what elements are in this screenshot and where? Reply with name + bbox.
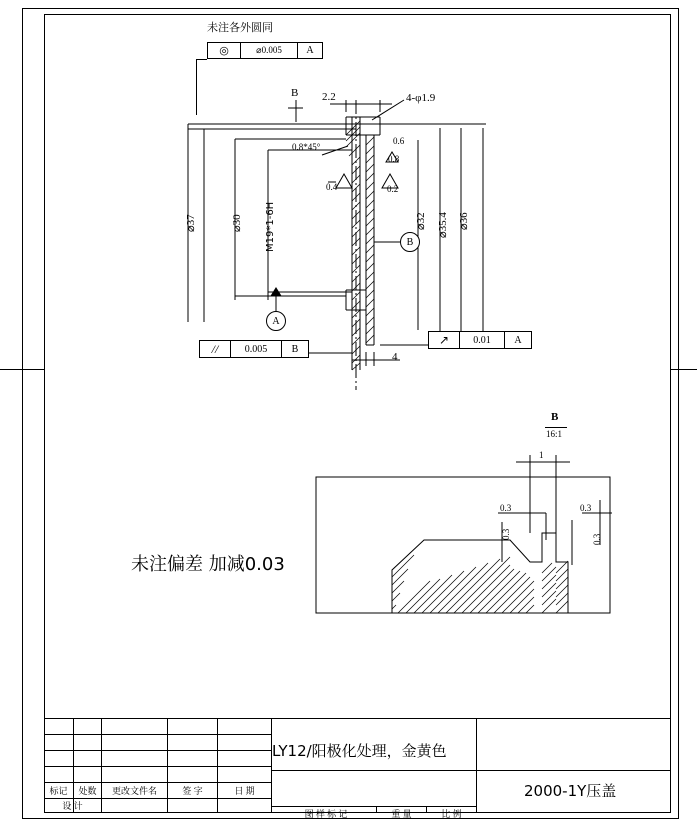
titleblock-row2 [44, 750, 271, 751]
ra-0-8: 0.8 [388, 154, 400, 164]
general-tolerance-note: 未注偏差 加减0.03 [131, 554, 285, 575]
thread-note: M19*1-6H [265, 201, 276, 252]
detail-dim-0-3-a: 0.3 [500, 503, 512, 513]
titleblock-label-gengai: 更改文件名 [111, 785, 157, 796]
chamfer-note: 0.8*45° [292, 142, 321, 152]
titleblock-row1 [44, 734, 271, 735]
titleblock-label-riqi: 日 期 [234, 785, 255, 796]
balloon-B-right: B [400, 232, 420, 252]
section-label-top-B: B [291, 87, 299, 99]
titleblock-label-qianzi: 签 字 [182, 785, 203, 796]
titleblock-material-underline [271, 770, 476, 771]
titleblock-part-name: 2000-1Y压盖 [524, 782, 617, 800]
titleblock-label-biaoji: 标记 [49, 785, 68, 796]
fcf-symbol-runout: ↗ [429, 332, 460, 348]
detail-dim-0-3-b: 0.3 [580, 503, 592, 513]
titleblock-label-chushu: 处数 [78, 785, 97, 796]
dim-d32: ⌀32 [415, 212, 427, 230]
detail-view-label: B [551, 411, 559, 423]
datum-A-balloon: A [266, 311, 286, 331]
dim-d30: ⌀30 [231, 214, 243, 232]
titleblock-row3 [44, 766, 271, 767]
titleblock-right-divider [476, 770, 671, 771]
titleblock-label-sheji: 设 计 [62, 800, 83, 811]
titleblock-label-bili: 比 例 [441, 808, 462, 819]
fcf-parallel-tolerance: 0.005 [231, 341, 282, 357]
titleblock-label-zhongliang: 重 量 [391, 808, 412, 819]
detail-dim-0-3-d: 0.3 [592, 533, 602, 545]
titleblock-top-border [44, 718, 671, 719]
top-general-note: 未注各外圆同 [207, 21, 273, 34]
holes-note: 4-φ1.9 [406, 92, 436, 104]
ra-0-6: 0.6 [393, 136, 405, 146]
ra-0-2: 0.2 [387, 184, 399, 194]
fcf-datum-A: A [306, 45, 314, 56]
titleblock-col5 [271, 718, 272, 812]
fcf-runout-tolerance: 0.01 [460, 332, 505, 348]
titleblock-material-note: LY12/阳极化处理，金黄色 [272, 742, 447, 760]
detail-dim-1: 1 [539, 450, 544, 460]
detail-dim-0-3-c: 0.3 [501, 528, 511, 540]
dim-2-2: 2.2 [322, 91, 336, 103]
dim-4: 4 [392, 351, 398, 363]
fcf-symbol-concentricity: ◎ [208, 43, 241, 58]
dim-d36: ⌀36 [458, 212, 470, 230]
dim-d37: ⌀37 [185, 214, 197, 232]
fcf-parallel-datum: B [291, 343, 299, 355]
fcf-symbol-parallel: // [200, 341, 231, 357]
fcf-runout-datum: A [514, 334, 522, 346]
titleblock-col6 [476, 718, 477, 812]
titleblock-label-tuyangbiaoji: 图 样 标 记 [304, 808, 348, 819]
dim-d35-4: ⌀35.4 [437, 212, 449, 238]
detail-view-scale: 16:1 [546, 429, 563, 439]
ra-0-4: 0.4 [326, 182, 338, 192]
fcf-tolerance-value: ⌀0.005 [241, 43, 298, 58]
